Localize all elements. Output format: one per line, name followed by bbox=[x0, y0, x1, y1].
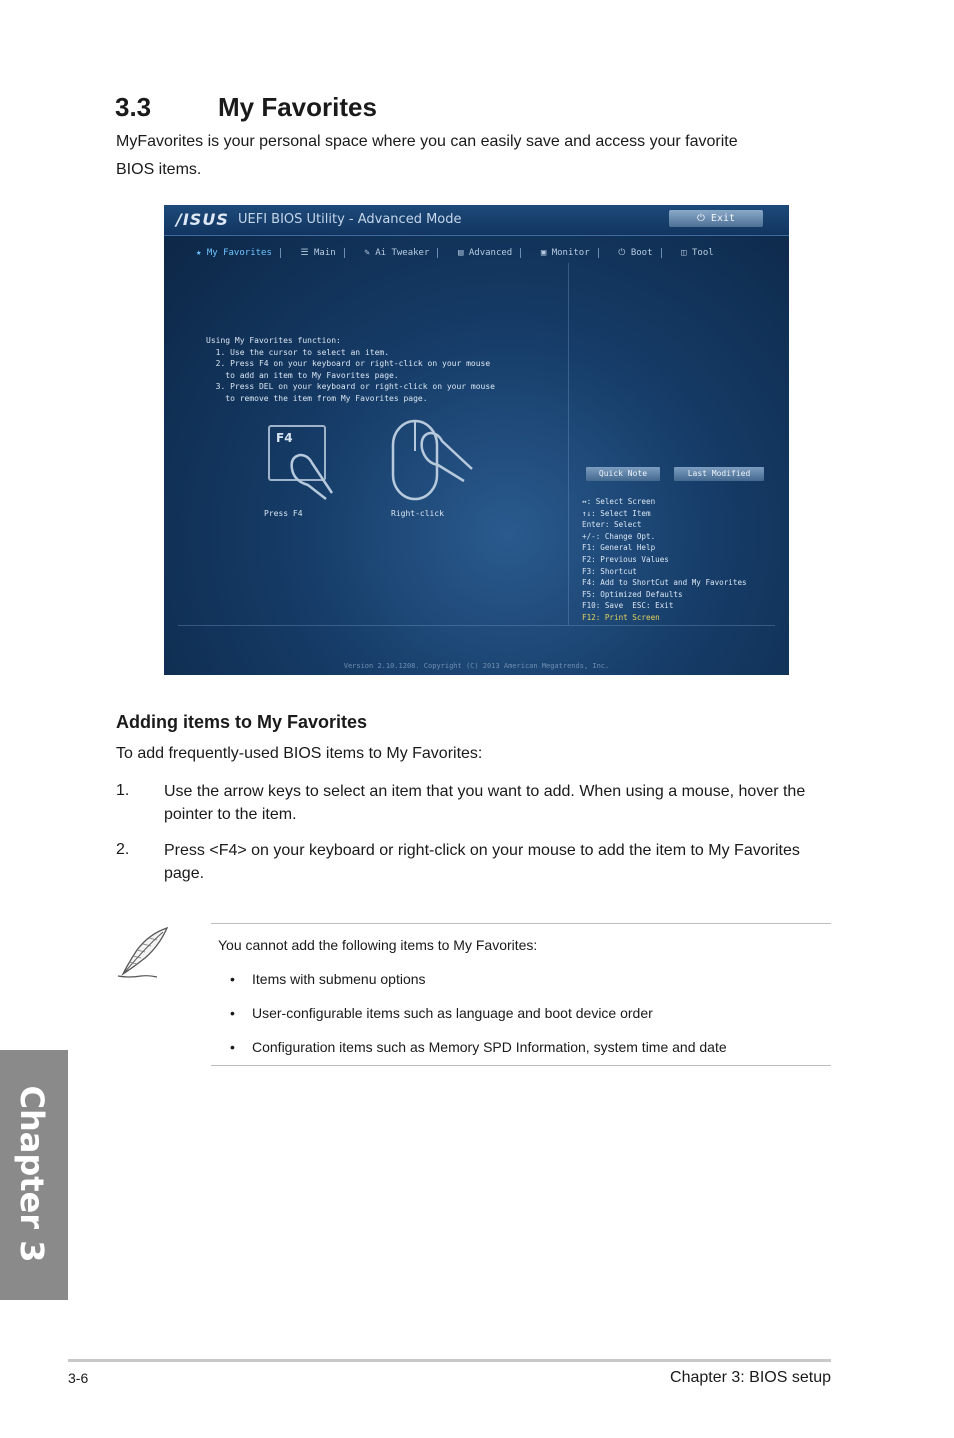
footer-rule bbox=[68, 1359, 831, 1362]
bios-exit-label: Exit bbox=[710, 213, 736, 224]
step-number: 2. bbox=[116, 841, 130, 858]
bios-exit-button[interactable] bbox=[669, 210, 763, 227]
bullet-icon: • bbox=[230, 1005, 235, 1021]
step-text: Use the arrow keys to select an item that you want to add. When using a mouse, hover the pointer to the item. bbox=[164, 783, 806, 823]
power-icon: ⏻ bbox=[618, 248, 631, 258]
bios-help-text: Using My Favorites function: 1. Use the cursor to select an item. 2. Press F4 on your keyboard or right-click on your mouse to add an item to My Favorites page. 3. Press DEL on your keyboard or right-click on your mouse to remove the item from My Favorites page. bbox=[206, 336, 495, 403]
footer-chapter-title: Chapter 3: BIOS setup bbox=[670, 1369, 831, 1386]
bios-title-bar bbox=[164, 205, 789, 236]
bios-title: UEFI BIOS Utility - Advanced Mode bbox=[238, 212, 462, 227]
note-bullet: Configuration items such as Memory SPD Information, system time and date bbox=[252, 1039, 727, 1055]
note-bullet: User-configurable items such as language and boot device order bbox=[252, 1005, 653, 1021]
step-number: 1. bbox=[116, 782, 130, 799]
bios-divider bbox=[178, 625, 775, 626]
advanced-icon: ▤ bbox=[458, 248, 469, 258]
tab-tool[interactable]: ◫ Tool bbox=[681, 248, 714, 258]
step-text: Press <F4> on your keyboard or right-click on your mouse to add the item to My Favorites page. bbox=[164, 842, 800, 882]
tab-advanced[interactable]: ▤ Advanced bbox=[458, 248, 521, 258]
adding-heading: Adding items to My Favorites bbox=[116, 712, 368, 732]
tab-ai-tweaker[interactable]: ✎ Ai Tweaker bbox=[364, 248, 438, 258]
bios-version: Version 2.10.1208. Copyright (C) 2013 American Megatrends, Inc. bbox=[343, 662, 610, 670]
bios-screenshot bbox=[164, 205, 789, 675]
press-f4-caption: Press F4 bbox=[264, 509, 303, 518]
tab-my-favorites[interactable]: ★ My Favorites bbox=[196, 248, 281, 258]
quick-note-button[interactable]: Quick Note bbox=[586, 467, 660, 481]
last-modified-button[interactable]: Last Modified bbox=[674, 467, 764, 481]
chapter-tab-label: Chapter 3 bbox=[13, 1085, 51, 1263]
mouse-icon bbox=[390, 419, 480, 503]
star-icon: ★ bbox=[196, 248, 207, 258]
note-bullet: Items with submenu options bbox=[252, 971, 426, 987]
intro-line-2: BIOS items. bbox=[116, 161, 202, 178]
f4-key-icon: F4 bbox=[268, 425, 326, 481]
asus-logo: /ISUS bbox=[176, 210, 229, 229]
exit-icon: ⏻ bbox=[696, 213, 711, 224]
bullet-icon: • bbox=[230, 971, 235, 987]
feather-pen-icon bbox=[115, 924, 173, 982]
right-click-caption: Right-click bbox=[391, 509, 444, 518]
intro-line-1: MyFavorites is your personal space where you can easily save and access your favorite bbox=[116, 133, 738, 150]
tab-main[interactable]: ☰ Main bbox=[301, 248, 345, 258]
note-bottom-rule bbox=[211, 1065, 831, 1066]
finger-press-icon bbox=[282, 441, 342, 505]
bullet-icon: • bbox=[230, 1039, 235, 1055]
tweaker-icon: ✎ bbox=[364, 248, 376, 258]
bios-key-legend: ↔: Select Screen ↑↓: Select Item Enter: Select +/-: Change Opt. F1: General Help F2: Previous Values F3: Shortcut F4: Add to ShortCut and My Favorites F5: Optimized Defaults F10: Save ESC: Exit F12: Print Screen bbox=[582, 497, 747, 622]
tab-boot[interactable]: ⏻ Boot bbox=[618, 248, 661, 258]
chapter-side-tab bbox=[0, 1050, 68, 1300]
section-number: 3.3 bbox=[115, 92, 152, 122]
adding-intro: To add frequently-used BIOS items to My Favorites: bbox=[116, 745, 483, 762]
page-number: 3-6 bbox=[68, 1370, 89, 1386]
note-top-rule bbox=[211, 923, 831, 924]
monitor-icon: ▣ bbox=[540, 248, 552, 258]
tab-monitor[interactable]: ▣ Monitor bbox=[541, 248, 599, 258]
tool-icon: ◫ bbox=[681, 248, 692, 258]
bios-tab-bar bbox=[196, 240, 732, 256]
bios-main-panel bbox=[178, 263, 569, 625]
section-title: My Favorites bbox=[218, 92, 377, 122]
note-intro: You cannot add the following items to My Favorites: bbox=[218, 937, 538, 953]
list-icon: ☰ bbox=[300, 248, 315, 258]
